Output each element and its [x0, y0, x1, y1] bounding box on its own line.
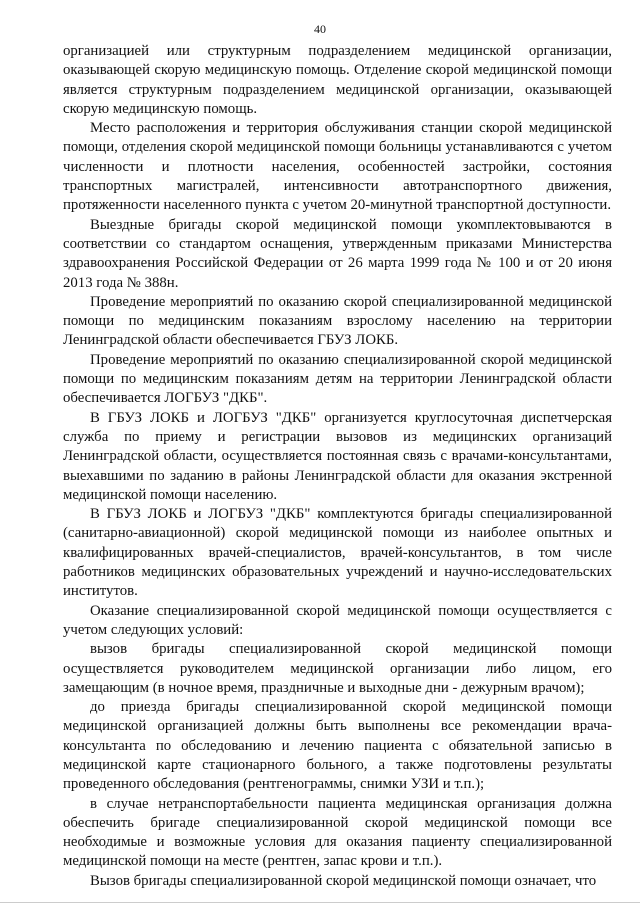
list-item: до приезда бригады специализированной скорой медицинской помощи медицинской организацией должны быть выполнены все рекомендации врача-консультанта по обследованию и лечению пациента с обязательной записью в медицинской карте стационарного больного, а также подготовлены результаты проведенного обследования (рентгенограммы, снимки УЗИ и т.п.); — [63, 699, 612, 793]
paragraph: В ГБУЗ ЛОКБ и ЛОГБУЗ "ДКБ" комплектуются бригады специализированной (санитарно-авиационной) скорой медицинской помощи из наиболее опытных и квалифицированных врачей-специалистов, врачей-консультантов, в том числе работников медицинских образовательных учреждений и научно-исследовательских институтов. — [63, 506, 612, 600]
paragraph: Проведение мероприятий по оказанию специализированной скорой медицинской помощи по медицинским показаниям детям на территории Ленинградской области обеспечивается ЛОГБУЗ "ДКБ". — [63, 351, 612, 407]
page-number: 40 — [314, 22, 326, 36]
paragraph: Проведение мероприятий по оказанию скорой специализированной медицинской помощи по медицинским показаниям взрослому населению на территории Ленинградской области обеспечивается ГБУЗ ЛОКБ. — [63, 293, 612, 349]
paragraph: Выездные бригады скорой медицинской помощи укомплектовываются в соответствии со стандартом оснащения, утвержденным приказами Министерства здравоохранения Российской Федерации от 26 марта 1999 года № 100 и от 20 июня 2013 года № 388н. — [63, 216, 612, 291]
list-item: вызов бригады специализированной скорой медицинской помощи осуществляется руководителем медицинской организации либо лицом, его замещающим (в ночное время, праздничные и выходные дни - дежурным врачом); — [63, 641, 612, 696]
paragraph: В ГБУЗ ЛОКБ и ЛОГБУЗ "ДКБ" организуется круглосуточная диспетчерская служба по приему и регистрации вызовов из медицинских организаций Ленинградской области, осуществляется постоянная связь с врачами-консультантами, выехавшими по заданию в районы Ленинградской области для оказания экстренной медицинской помощи населению. — [63, 409, 612, 503]
paragraph: Оказание специализированной скорой медицинской помощи осуществляется с учетом следующих условий: — [63, 602, 612, 638]
paragraph: организацией или структурным подразделением медицинской организации, оказывающей скорую медицинскую помощь. Отделение скорой медицинской помощи является структурным подразделением медицинской организации, оказывающей скорую медицинскую помощь. — [63, 43, 612, 117]
paragraph: Вызов бригады специализированной скорой медицинской помощи означает, что — [90, 872, 597, 889]
page-bottom-divider — [0, 902, 640, 903]
paragraph: Место расположения и территория обслуживания станции скорой медицинской помощи, отделения скорой медицинской помощи больницы устанавливаются с учетом численности и плотности населения, особенностей застройки, состояния транспортных магистралей, интенсивности автотранспортного движения, протяженности населенного пункта с учетом 20-минутной транспортной доступности. — [63, 120, 612, 214]
list-item: в случае нетранспортабельности пациента медицинская организация должна обеспечить бригаде специализированной скорой медицинской помощи все необходимые и возможные условия для оказания пациенту специализированной медицинской помощи на месте (рентген, запас крови и т.п.). — [63, 795, 612, 870]
document-body — [63, 42, 612, 891]
